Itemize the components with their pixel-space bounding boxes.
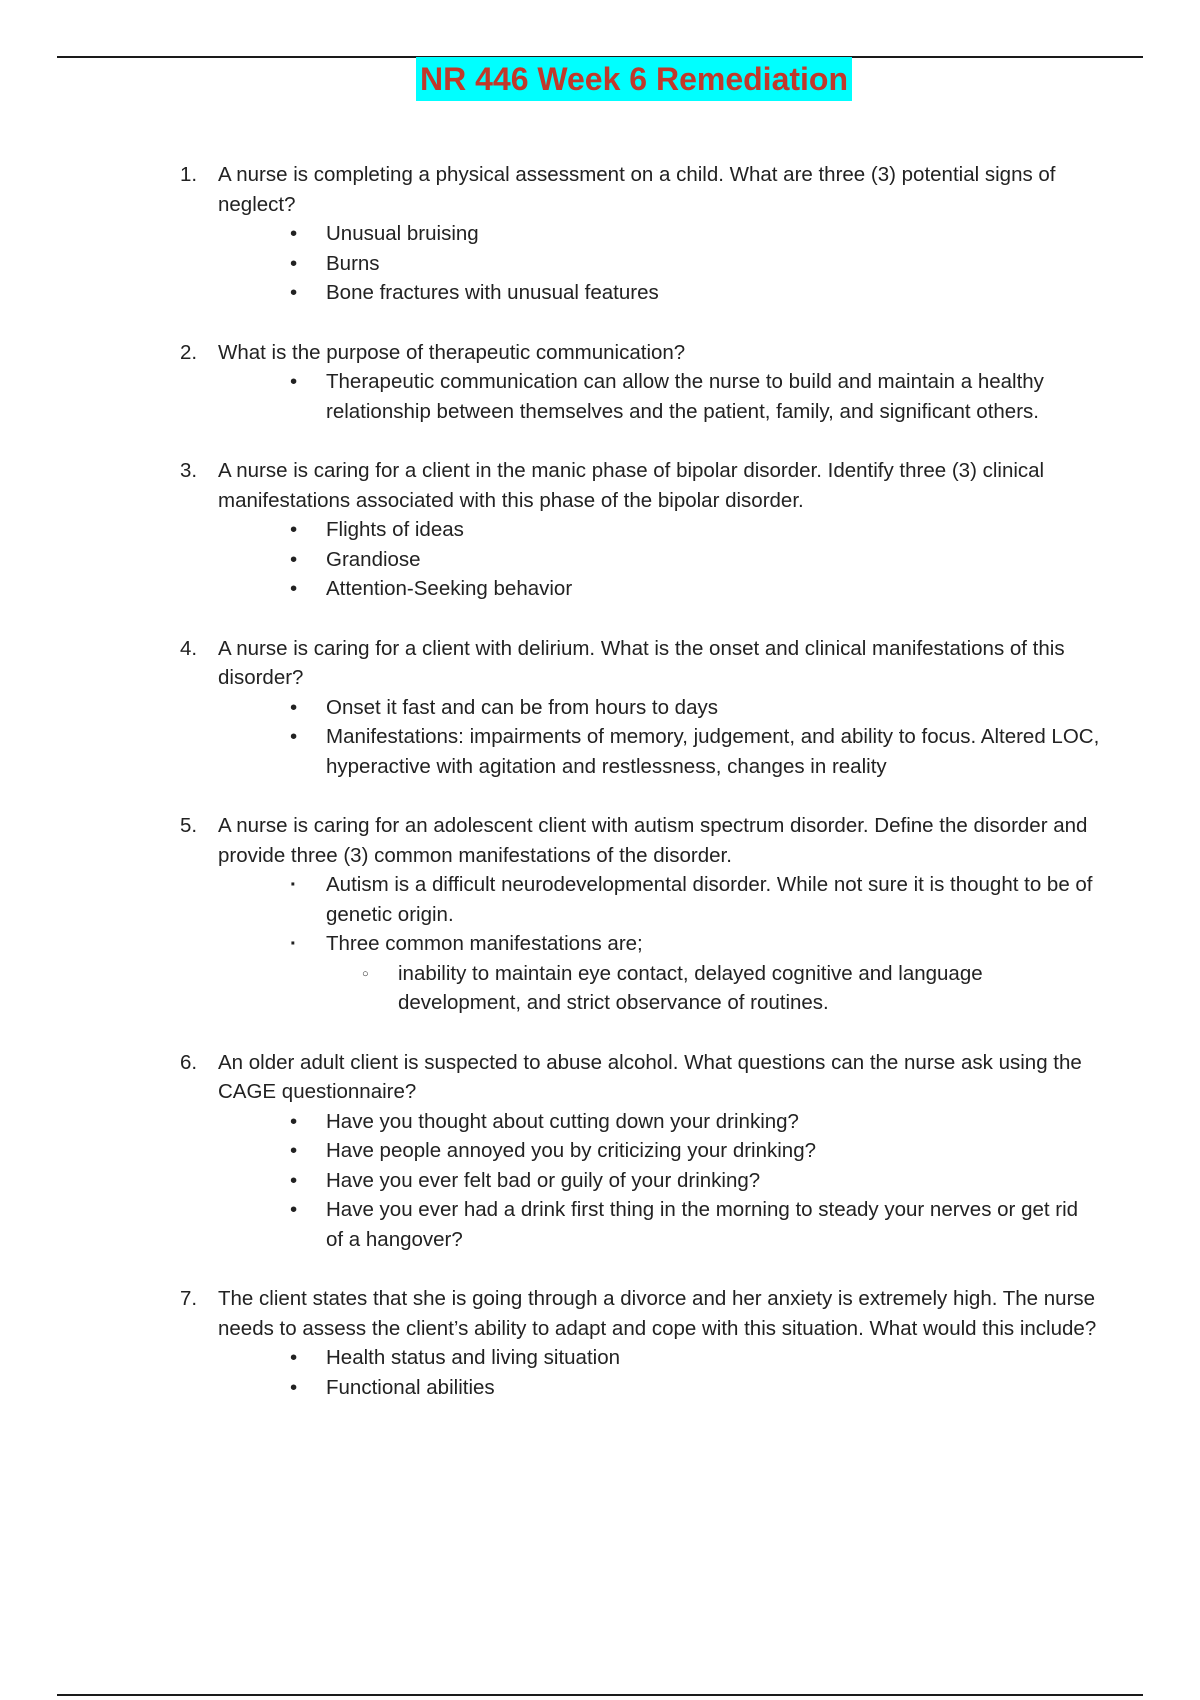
question-6 <box>180 1048 1100 1255</box>
question-body <box>218 811 1100 1018</box>
question-2 <box>180 338 1100 427</box>
question-4 <box>180 634 1100 782</box>
sub-answer-list <box>326 959 1100 1018</box>
question-body <box>218 456 1100 604</box>
answer-list <box>218 367 1100 426</box>
answer-item: · Autism is a difficult neurodevelopmental disorder. While not sure it is thought to be of genetic origin. <box>290 870 1100 929</box>
question-number: 1. <box>180 163 198 186</box>
answer-item: • Have you ever felt bad or guily of your drinking? <box>290 1166 1100 1196</box>
answer-item: • Have people annoyed you by criticizing your drinking? <box>290 1136 1100 1166</box>
question-text: An older adult client is suspected to abuse alcohol. What questions can the nurse ask using the CAGE questionnaire? <box>218 1050 1082 1103</box>
question-number: 7. <box>180 1287 198 1310</box>
answer-list <box>218 1343 1100 1402</box>
answer-item: • Therapeutic communication can allow the nurse to build and maintain a healthy relationship between themselves and the patient, family, and significant others. <box>290 367 1100 426</box>
question-number: 5. <box>180 814 198 837</box>
question-text: A nurse is caring for a client with delirium. What is the onset and clinical manifestations of this disorder? <box>218 636 1065 689</box>
question-5 <box>180 811 1100 1018</box>
answer-list <box>218 870 1100 1018</box>
question-3 <box>180 456 1100 604</box>
question-body <box>218 634 1100 782</box>
question-7 <box>180 1284 1100 1402</box>
answer-list <box>218 219 1100 308</box>
sub-answer-item: ○ inability to maintain eye contact, delayed cognitive and language development, and strict observance of routines. <box>362 959 1100 1018</box>
question-1 <box>180 160 1100 308</box>
answer-item <box>290 929 1100 1018</box>
question-number: 6. <box>180 1050 198 1074</box>
question-list <box>180 160 1100 1432</box>
question-number: 2. <box>180 340 198 364</box>
question-text: A nurse is caring for a client in the manic phase of bipolar disorder. Identify three (3) clinical manifestations associated with this phase of the bipolar disorder. <box>218 459 1045 512</box>
answer-item: • Burns <box>290 249 1100 279</box>
question-body <box>218 1284 1100 1402</box>
question-body <box>218 1048 1100 1255</box>
question-text: A nurse is completing a physical assessment on a child. What are three (3) potential signs of neglect? <box>218 163 1056 216</box>
title-wrap <box>0 57 1200 101</box>
answer-item: • Onset it fast and can be from hours to days <box>290 693 1100 723</box>
answer-item: • Grandiose <box>290 545 1100 575</box>
bottom-rule <box>57 1694 1143 1696</box>
answer-item: • Unusual bruising <box>290 219 1100 249</box>
answer-list <box>218 1107 1100 1255</box>
question-number: 4. <box>180 636 198 660</box>
answer-list <box>218 515 1100 604</box>
answer-item: • Flights of ideas <box>290 515 1100 545</box>
question-body <box>218 338 1100 427</box>
question-text: A nurse is caring for an adolescent client with autism spectrum disorder. Define the disorder and provide three (3) common manifestations of the disorder. <box>218 814 1088 867</box>
question-body <box>218 160 1100 308</box>
question-text: The client states that she is going through a divorce and her anxiety is extremely high. The nurse needs to assess the client’s ability to adapt and cope with this situation. What would this include? <box>218 1287 1097 1340</box>
answer-item: • Health status and living situation <box>290 1343 1100 1373</box>
answer-list <box>218 693 1100 782</box>
answer-item: • Functional abilities <box>290 1373 1100 1403</box>
answer-item: • Have you ever had a drink first thing in the morning to steady your nerves or get rid of a hangover? <box>290 1195 1100 1254</box>
answer-item: • Bone fractures with unusual features <box>290 278 1100 308</box>
answer-item-text: Three common manifestations are; <box>326 932 643 955</box>
answer-item: • Manifestations: impairments of memory, judgement, and ability to focus. Altered LOC, hyperactive with agitation and restlessness, changes in reality <box>290 722 1100 781</box>
page-title: NR 446 Week 6 Remediation <box>416 57 852 101</box>
question-number: 3. <box>180 459 198 482</box>
answer-item: • Have you thought about cutting down your drinking? <box>290 1107 1100 1137</box>
question-text: What is the purpose of therapeutic communication? <box>218 340 686 364</box>
answer-item: • Attention-Seeking behavior <box>290 574 1100 604</box>
